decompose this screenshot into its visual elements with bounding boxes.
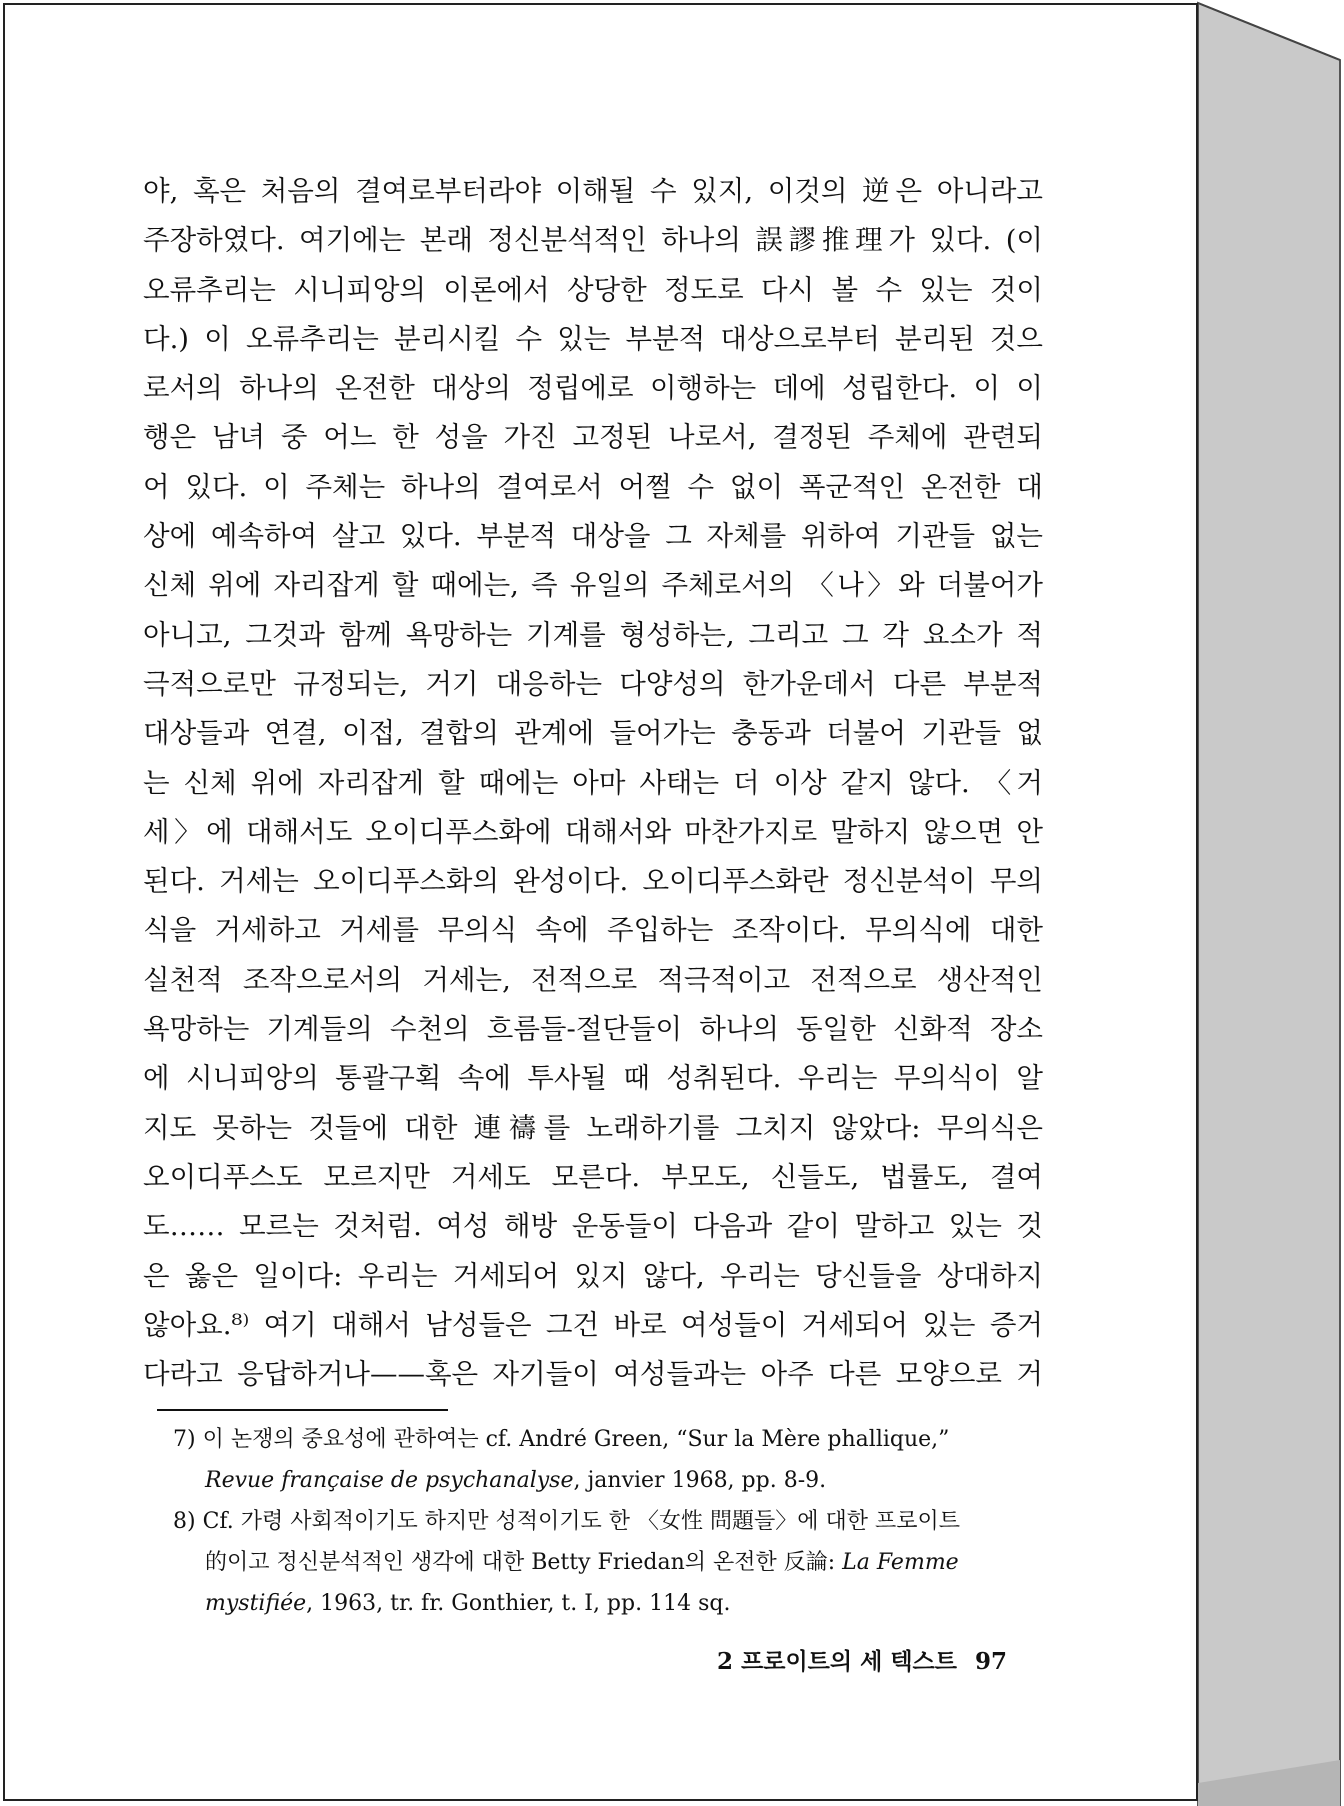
text-line: 어 있다. 이 주체는 하나의 결여로서 어쩔 수 없이 폭군적인 온전한 대 bbox=[143, 470, 1043, 503]
footnote-8-line-1: 8) Cf. 가령 사회적이기도 하지만 성적이기도 한 〈女性 問題들〉에 대한 프로이트 bbox=[173, 1509, 960, 1534]
text-line: 다.) 이 오류추리는 분리시킬 수 있는 부분적 대상으로부터 분리된 것으 bbox=[143, 322, 1043, 355]
text-line: 오이디푸스도 모르지만 거세도 모른다. 부모도, 신들도, 법률도, 결여 bbox=[143, 1160, 1043, 1193]
text-line: 다라고 응답하거나——혹은 자기들이 여성들과는 아주 다른 모양으로 거 bbox=[143, 1358, 1043, 1391]
text-line: 신체 위에 자리잡게 할 때에는, 즉 유일의 주체로서의 〈나〉와 더불어가 bbox=[143, 569, 1043, 602]
footnote-7-line-1: 7) 이 논쟁의 중요성에 관하여는 cf. André Green, “Sur la Mère phallique,” bbox=[173, 1427, 950, 1452]
footnotes bbox=[173, 1419, 1041, 1624]
text-line: 로서의 하나의 온전한 대상의 정립에로 이행하는 데에 성립한다. 이 이 bbox=[143, 372, 1043, 405]
text-line: 식을 거세하고 거세를 무의식 속에 주입하는 조작이다. 무의식에 대한 bbox=[143, 914, 1043, 947]
text-line: 은 옳은 일이다: 우리는 거세되어 있지 않다, 우리는 당신들을 상대하지 bbox=[143, 1259, 1043, 1292]
citation-details: , 1963, tr. fr. Gonthier, t. I, pp. 114 sq. bbox=[306, 1591, 731, 1616]
text-line: 야, 혹은 처음의 결여로부터라야 이해될 수 있지, 이것의 逆은 아니라고 bbox=[143, 175, 1043, 207]
text-line: 오류추리는 시니피앙의 이론에서 상당한 정도로 다시 볼 수 있는 것이 bbox=[143, 273, 1043, 306]
text-line: 욕망하는 기계들의 수천의 흐름들-절단들이 하나의 동일한 신화적 장소 bbox=[143, 1013, 1043, 1046]
footnote-8-line-2 bbox=[173, 1542, 1041, 1583]
chapter-title: 2 프로이트의 세 텍스트 bbox=[717, 1648, 957, 1675]
text-line: 에 시니피앙의 통괄구획 속에 투사될 때 성취된다. 우리는 무의식이 알 bbox=[143, 1062, 1043, 1095]
text-line: 실천적 조작으로서의 거세는, 전적으로 적극적이고 전적으로 생산적인 bbox=[143, 963, 1043, 996]
journal-title: Revue française de psychanalyse bbox=[205, 1468, 574, 1493]
main-text-block bbox=[143, 167, 1043, 1399]
book-title-continued: mystifiée bbox=[205, 1591, 307, 1616]
text-line: 된다. 거세는 오이디푸스화의 완성이다. 오이디푸스화란 정신분석이 무의 bbox=[143, 865, 1043, 898]
text-line: 지도 못하는 것들에 대한 連禱를 노래하기를 그치지 않았다: 무의식은 bbox=[143, 1111, 1043, 1144]
citation-details: , janvier 1968, pp. 8-9. bbox=[573, 1468, 827, 1493]
text-line: 아니고, 그것과 함께 욕망하는 기계를 형성하는, 그리고 그 각 요소가 적 bbox=[143, 618, 1043, 651]
footnote-text: 的이고 정신분석적인 생각에 대한 Betty Friedan의 온전한 反論: bbox=[205, 1550, 843, 1575]
page-number: 97 bbox=[975, 1648, 1008, 1675]
text-line: 대상들과 연결, 이접, 결합의 관계에 들어가는 충동과 더불어 기관들 없 bbox=[143, 717, 1043, 750]
footnote-8-line-3 bbox=[173, 1583, 1041, 1624]
text-line: 세〉에 대해서도 오이디푸스화에 대해서와 마찬가지로 말하지 않으면 안 bbox=[143, 815, 1043, 848]
book-page bbox=[3, 3, 1198, 1801]
text-line: 상에 예속하여 살고 있다. 부분적 대상을 그 자체를 위하여 기관들 없는 bbox=[143, 520, 1043, 553]
book-title: La Femme bbox=[842, 1550, 959, 1575]
footnote-rule bbox=[157, 1409, 448, 1411]
text-line: 주장하였다. 여기에는 본래 정신분석적인 하나의 誤謬推理가 있다. (이 bbox=[143, 224, 1043, 257]
text-line: 극적으로만 규정되는, 거기 대응하는 다양성의 한가운데서 다른 부분적 bbox=[143, 667, 1043, 700]
text-line: 않아요.⁸⁾ 여기 대해서 남성들은 그건 바로 여성들이 거세되어 있는 증거 bbox=[143, 1308, 1043, 1341]
footnote-7-line-2 bbox=[173, 1460, 1041, 1501]
text-line: 는 신체 위에 자리잡게 할 때에는 아마 사태는 더 이상 같지 않다. 〈거 bbox=[143, 766, 1043, 799]
text-line: 행은 남녀 중 어느 한 성을 가진 고정된 나로서, 결정된 주체에 관련되 bbox=[143, 421, 1043, 454]
text-line: 도…… 모르는 것처럼. 여성 해방 운동들이 다음과 같이 말하고 있는 것 bbox=[143, 1210, 1043, 1243]
running-footer bbox=[717, 1643, 1017, 1676]
